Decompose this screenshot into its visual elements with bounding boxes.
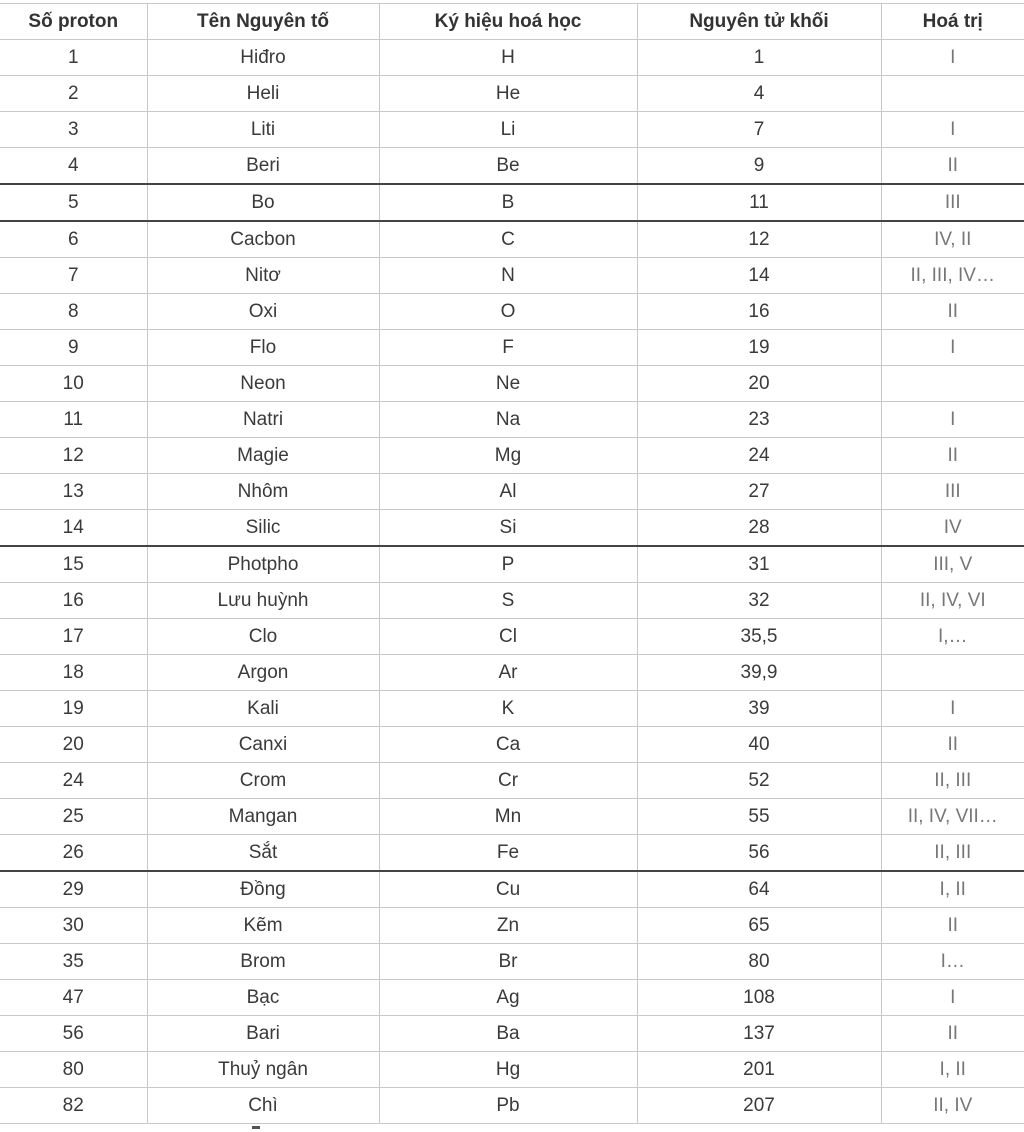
atomic-mass-cell: 12 [637,221,881,258]
valence-cell: IV [881,510,1024,547]
proton-cell: 30 [0,908,147,944]
element-name-cell: Bari [147,1016,379,1052]
symbol-cell: K [379,691,637,727]
atomic-mass-cell: 24 [637,438,881,474]
valence-cell: II [881,148,1024,185]
symbol-cell: Ba [379,1016,637,1052]
valence-cell: I [881,40,1024,76]
proton-cell: 80 [0,1052,147,1088]
atomic-mass-cell: 27 [637,474,881,510]
element-name-cell: Bạc [147,980,379,1016]
symbol-cell: Hg [379,1052,637,1088]
valence-cell: III [881,474,1024,510]
proton-cell: 11 [0,402,147,438]
atomic-mass-cell: 40 [637,727,881,763]
atomic-mass-cell: 11 [637,184,881,221]
table-row [0,76,1024,112]
atomic-mass-cell: 20 [637,366,881,402]
element-name-cell: Cacbon [147,221,379,258]
proton-cell: 29 [0,871,147,908]
symbol-cell: B [379,184,637,221]
table-row [0,980,1024,1016]
table-row [0,583,1024,619]
element-name-cell: Brom [147,944,379,980]
proton-cell: 18 [0,655,147,691]
element-name-cell: Chì [147,1088,379,1124]
valence-cell: II, IV, VII… [881,799,1024,835]
table-row [0,330,1024,366]
element-name-cell: Argon [147,655,379,691]
table-row [0,835,1024,872]
table-row [0,908,1024,944]
symbol-cell: Mn [379,799,637,835]
element-name-cell: Flo [147,330,379,366]
table-body [0,40,1024,1124]
table-row [0,727,1024,763]
symbol-cell: N [379,258,637,294]
atomic-mass-cell: 19 [637,330,881,366]
header-valence: Hoá trị [881,4,1024,40]
symbol-cell: Br [379,944,637,980]
valence-cell: I… [881,944,1024,980]
valence-cell: II [881,438,1024,474]
symbol-cell: Zn [379,908,637,944]
table-row [0,294,1024,330]
proton-cell: 26 [0,835,147,872]
proton-cell: 19 [0,691,147,727]
atomic-mass-cell: 7 [637,112,881,148]
valence-cell: I [881,980,1024,1016]
proton-cell: 8 [0,294,147,330]
element-name-cell: Hiđro [147,40,379,76]
valence-cell: II [881,294,1024,330]
proton-cell: 3 [0,112,147,148]
element-name-cell: Kẽm [147,908,379,944]
element-name-cell: Canxi [147,727,379,763]
element-name-cell: Crom [147,763,379,799]
atomic-mass-cell: 56 [637,835,881,872]
symbol-cell: F [379,330,637,366]
atomic-mass-cell: 31 [637,546,881,583]
symbol-cell: Cl [379,619,637,655]
element-name-cell: Heli [147,76,379,112]
table-row [0,871,1024,908]
atomic-mass-cell: 137 [637,1016,881,1052]
proton-cell: 16 [0,583,147,619]
proton-cell: 5 [0,184,147,221]
atomic-mass-cell: 9 [637,148,881,185]
proton-cell: 12 [0,438,147,474]
atomic-mass-cell: 55 [637,799,881,835]
atomic-mass-cell: 108 [637,980,881,1016]
atomic-mass-cell: 35,5 [637,619,881,655]
element-name-cell: Thuỷ ngân [147,1052,379,1088]
symbol-cell: Ar [379,655,637,691]
table-row [0,763,1024,799]
symbol-cell: Al [379,474,637,510]
valence-cell: II, III [881,835,1024,872]
atomic-mass-cell: 14 [637,258,881,294]
element-name-cell: Neon [147,366,379,402]
table-row [0,655,1024,691]
symbol-cell: Na [379,402,637,438]
element-name-cell: Kali [147,691,379,727]
valence-cell: I [881,330,1024,366]
proton-cell: 20 [0,727,147,763]
proton-cell: 25 [0,799,147,835]
table-row [0,402,1024,438]
proton-cell: 1 [0,40,147,76]
table-row [0,944,1024,980]
valence-cell [881,76,1024,112]
element-name-cell: Bo [147,184,379,221]
table-row [0,258,1024,294]
valence-cell: II, IV, VI [881,583,1024,619]
table-row [0,1088,1024,1124]
atomic-mass-cell: 80 [637,944,881,980]
proton-cell: 7 [0,258,147,294]
table-row [0,1052,1024,1088]
valence-cell: II [881,1016,1024,1052]
table-row [0,474,1024,510]
table-row [0,40,1024,76]
table-header-row [0,4,1024,40]
atomic-mass-cell: 39,9 [637,655,881,691]
header-element-name: Tên Nguyên tố [147,4,379,40]
atomic-mass-cell: 52 [637,763,881,799]
atomic-mass-cell: 28 [637,510,881,547]
symbol-cell: Fe [379,835,637,872]
element-table [0,3,1024,1124]
valence-cell: II, III [881,763,1024,799]
valence-cell: II, III, IV… [881,258,1024,294]
proton-cell: 56 [0,1016,147,1052]
symbol-cell: Pb [379,1088,637,1124]
symbol-cell: C [379,221,637,258]
table-row [0,148,1024,185]
element-name-cell: Đồng [147,871,379,908]
symbol-cell: S [379,583,637,619]
element-name-cell: Clo [147,619,379,655]
cropped-text-fragment [252,1126,260,1129]
table-row [0,438,1024,474]
proton-cell: 6 [0,221,147,258]
symbol-cell: O [379,294,637,330]
element-name-cell: Magie [147,438,379,474]
symbol-cell: Cu [379,871,637,908]
valence-cell: I, II [881,1052,1024,1088]
valence-cell: I, II [881,871,1024,908]
symbol-cell: Ag [379,980,637,1016]
symbol-cell: He [379,76,637,112]
valence-cell: III [881,184,1024,221]
atomic-mass-cell: 207 [637,1088,881,1124]
table-row [0,366,1024,402]
symbol-cell: Cr [379,763,637,799]
atomic-mass-cell: 32 [637,583,881,619]
proton-cell: 47 [0,980,147,1016]
valence-cell: II [881,727,1024,763]
proton-cell: 35 [0,944,147,980]
table-row [0,184,1024,221]
valence-cell: I [881,112,1024,148]
valence-cell: II, IV [881,1088,1024,1124]
element-name-cell: Natri [147,402,379,438]
symbol-cell: Si [379,510,637,547]
header-chemical-symbol: Ký hiệu hoá học [379,4,637,40]
symbol-cell: Be [379,148,637,185]
symbol-cell: Ca [379,727,637,763]
proton-cell: 2 [0,76,147,112]
symbol-cell: Ne [379,366,637,402]
proton-cell: 17 [0,619,147,655]
element-name-cell: Oxi [147,294,379,330]
valence-cell: I [881,402,1024,438]
proton-cell: 15 [0,546,147,583]
valence-cell: I,… [881,619,1024,655]
symbol-cell: Li [379,112,637,148]
valence-cell: I [881,691,1024,727]
symbol-cell: P [379,546,637,583]
valence-cell: II [881,908,1024,944]
element-name-cell: Sắt [147,835,379,872]
element-name-cell: Mangan [147,799,379,835]
symbol-cell: H [379,40,637,76]
table-row [0,112,1024,148]
proton-cell: 14 [0,510,147,547]
table-row [0,546,1024,583]
element-name-cell: Liti [147,112,379,148]
table-row [0,691,1024,727]
table-row [0,1016,1024,1052]
element-name-cell: Silic [147,510,379,547]
valence-cell: IV, II [881,221,1024,258]
table-row [0,799,1024,835]
proton-cell: 4 [0,148,147,185]
atomic-mass-cell: 64 [637,871,881,908]
valence-cell [881,366,1024,402]
element-name-cell: Nhôm [147,474,379,510]
table-row [0,619,1024,655]
atomic-mass-cell: 1 [637,40,881,76]
valence-cell [881,655,1024,691]
table-row [0,510,1024,547]
table-row [0,221,1024,258]
header-atomic-mass: Nguyên tử khối [637,4,881,40]
proton-cell: 24 [0,763,147,799]
atomic-mass-cell: 23 [637,402,881,438]
element-name-cell: Beri [147,148,379,185]
atomic-mass-cell: 4 [637,76,881,112]
valence-cell: III, V [881,546,1024,583]
element-name-cell: Photpho [147,546,379,583]
symbol-cell: Mg [379,438,637,474]
element-name-cell: Lưu huỳnh [147,583,379,619]
element-name-cell: Nitơ [147,258,379,294]
proton-cell: 9 [0,330,147,366]
atomic-mass-cell: 16 [637,294,881,330]
proton-cell: 82 [0,1088,147,1124]
proton-cell: 10 [0,366,147,402]
atomic-mass-cell: 39 [637,691,881,727]
atomic-mass-cell: 201 [637,1052,881,1088]
header-proton-number: Số proton [0,4,147,40]
proton-cell: 13 [0,474,147,510]
atomic-mass-cell: 65 [637,908,881,944]
